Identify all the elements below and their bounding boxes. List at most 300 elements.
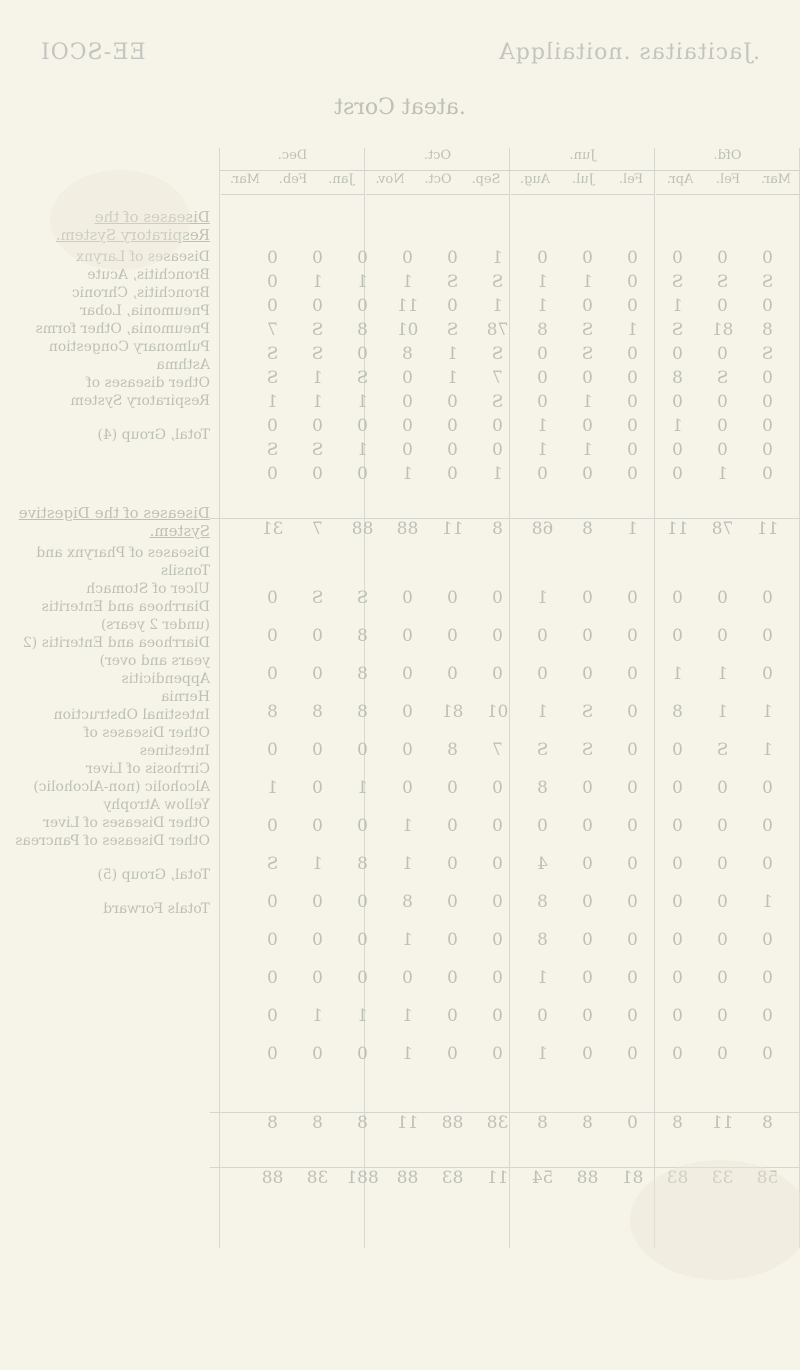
table-cell: 1: [357, 1006, 368, 1026]
table-cell: 0: [312, 626, 323, 646]
table-cell: 0: [717, 1006, 728, 1026]
table-cell: 1: [357, 392, 368, 412]
table-cell: 8: [762, 1113, 773, 1133]
table-cell: 0: [267, 588, 278, 608]
table-cell: 0: [717, 778, 728, 798]
table-cell: 0: [357, 740, 368, 760]
table-cell: 0: [627, 588, 638, 608]
table-cell: 0: [357, 892, 368, 912]
table-row: [210, 296, 800, 320]
table-cell: S: [311, 344, 324, 364]
table-cell: 8: [402, 344, 413, 364]
table-cell: 0: [582, 664, 593, 684]
side-note-line: Asthma: [156, 357, 210, 373]
table-cell: S: [491, 392, 504, 412]
table-cell: 0: [627, 416, 638, 436]
table-cell: 0: [357, 344, 368, 364]
table-cell: 0: [627, 296, 638, 316]
table-cell: 0: [447, 588, 458, 608]
table-cell: 8: [267, 702, 278, 722]
column-sub-header: Jan.: [317, 172, 365, 195]
table-cell: 0: [537, 626, 548, 646]
table-cell: 0: [402, 664, 413, 684]
table-cell: 1: [537, 968, 548, 988]
table-cell: 0: [582, 248, 593, 268]
table-cell: 0: [762, 778, 773, 798]
table-cell: 0: [312, 968, 323, 988]
table-cell: 0: [672, 1044, 683, 1064]
table-cell: 0: [672, 968, 683, 988]
table-cell: 0: [627, 854, 638, 874]
table-cell: 0: [447, 816, 458, 836]
table-cell: 8: [447, 740, 458, 760]
table-cell: 54: [531, 1168, 554, 1188]
column-sub-header: Aug.: [511, 172, 559, 195]
side-note-line: Appendicitis: [121, 671, 210, 687]
table-cell: 0: [627, 664, 638, 684]
table-cell: 1: [582, 440, 593, 460]
table-cell: 11: [441, 519, 464, 539]
table-cell: 0: [582, 892, 593, 912]
table-cell: 0: [672, 854, 683, 874]
column-sub-header: Mar.: [221, 172, 269, 195]
table-cell: 68: [531, 519, 554, 539]
table-row: [210, 702, 800, 726]
table-cell: 0: [402, 368, 413, 388]
table-cell: 0: [627, 464, 638, 484]
table-cell: 0: [672, 930, 683, 950]
table-cell: S: [311, 440, 324, 460]
table-cell: 8: [582, 1113, 593, 1133]
table-cell: 8: [267, 1113, 278, 1133]
column-sub-header: Fel.: [704, 172, 752, 195]
table-cell: 0: [627, 1113, 638, 1133]
table-cell: 1: [672, 296, 683, 316]
table-cell: 0: [762, 854, 773, 874]
respiratory-title: Diseases of the Respiratory System.: [55, 208, 210, 244]
table-cell: 0: [762, 588, 773, 608]
table-cell: 0: [627, 968, 638, 988]
table-cell: 0: [762, 1006, 773, 1026]
table-cell: 0: [492, 664, 503, 684]
table-cell: 1: [537, 588, 548, 608]
page-subtitle: .ateat Corst: [334, 95, 466, 120]
table-cell: 0: [582, 1044, 593, 1064]
table-cell: 0: [762, 368, 773, 388]
table-row: [210, 320, 800, 344]
column-group-header: Oct.: [365, 148, 510, 171]
table-cell: 0: [447, 930, 458, 950]
table-cell: 0: [357, 816, 368, 836]
side-note-line: Hernia: [160, 689, 210, 705]
table-cell: 1: [582, 272, 593, 292]
table-cell: S: [581, 740, 594, 760]
table-cell: 0: [447, 392, 458, 412]
table-row: [210, 1167, 800, 1192]
table-row: [210, 248, 800, 272]
column-sub-header: Fel.: [607, 172, 655, 195]
table-cell: 8: [762, 320, 773, 340]
table-cell: 8: [537, 892, 548, 912]
table-cell: 0: [357, 296, 368, 316]
table-row: [210, 464, 800, 488]
table-cell: 8: [357, 702, 368, 722]
table-cell: 8: [357, 854, 368, 874]
table-cell: 8: [357, 626, 368, 646]
table-cell: 0: [492, 588, 503, 608]
table-cell: 0: [627, 816, 638, 836]
table-cell: S: [446, 320, 459, 340]
table-cell: 0: [627, 930, 638, 950]
table-cell: 0: [627, 892, 638, 912]
table-cell: 8: [537, 320, 548, 340]
table-cell: 1: [402, 854, 413, 874]
table-row: [210, 272, 800, 296]
table-cell: 0: [672, 778, 683, 798]
table-cell: 0: [492, 626, 503, 646]
table-cell: 0: [717, 968, 728, 988]
table-cell: 0: [447, 626, 458, 646]
table-cell: 0: [627, 702, 638, 722]
table-cell: 0: [537, 392, 548, 412]
table-cell: 8: [672, 1113, 683, 1133]
table-cell: 0: [672, 248, 683, 268]
table-cell: 0: [402, 248, 413, 268]
table-cell: 0: [312, 1044, 323, 1064]
table-row: [210, 664, 800, 688]
table-cell: 1: [267, 392, 278, 412]
table-cell: 0: [717, 892, 728, 912]
table-cell: 58: [756, 1168, 779, 1188]
table-cell: 8: [357, 320, 368, 340]
table-cell: 0: [447, 440, 458, 460]
table-cell: S: [716, 740, 729, 760]
table-cell: S: [536, 740, 549, 760]
table-cell: 1: [627, 320, 638, 340]
table-cell: 0: [312, 778, 323, 798]
table-cell: 0: [492, 930, 503, 950]
table-cell: 0: [627, 440, 638, 460]
table-cell: S: [356, 368, 369, 388]
table-cell: 38: [486, 1113, 509, 1133]
table-cell: 0: [537, 464, 548, 484]
table-cell: 0: [762, 392, 773, 412]
table-cell: 0: [267, 968, 278, 988]
table-cell: 0: [267, 664, 278, 684]
table-cell: S: [311, 588, 324, 608]
table-row: [210, 778, 800, 802]
column-sub-header: Mar.: [752, 172, 800, 195]
table-cell: S: [761, 344, 774, 364]
table-cell: S: [671, 272, 684, 292]
table-cell: 8: [582, 519, 593, 539]
table-row: [210, 816, 800, 840]
side-note-line: Ulcer of Stomach: [86, 581, 210, 597]
table-cell: S: [671, 320, 684, 340]
table-cell: 0: [717, 588, 728, 608]
table-cell: 0: [627, 392, 638, 412]
table-cell: 78: [711, 519, 734, 539]
table-cell: 0: [537, 1006, 548, 1026]
table-cell: 1: [402, 1006, 413, 1026]
side-note-line: Alcoholic (non-Alcoholic): [33, 779, 210, 795]
table-cell: 0: [717, 248, 728, 268]
digestive-lines: [10, 544, 210, 850]
table-cell: 11: [711, 1113, 734, 1133]
table-row: [210, 588, 800, 612]
table-row: [210, 440, 800, 464]
table-cell: 0: [492, 778, 503, 798]
table-cell: 1: [537, 296, 548, 316]
column-group-header: Jun.: [510, 148, 655, 171]
side-note-line: Pneumonia, Other forms: [35, 321, 210, 337]
table-cell: 83: [666, 1168, 689, 1188]
table-row: [210, 626, 800, 650]
table-cell: 0: [582, 968, 593, 988]
table-cell: 1: [357, 440, 368, 460]
table-cell: 11: [486, 1168, 509, 1188]
side-note-line: Diarrhoea and Enteritis (under 2 years): [41, 599, 210, 633]
column-sub-header: Oct.: [414, 172, 462, 195]
respiratory-block: [10, 208, 210, 444]
table-cell: 0: [267, 740, 278, 760]
table-cell: 38: [306, 1168, 329, 1188]
table-cell: 0: [492, 416, 503, 436]
table-cell: S: [266, 854, 279, 874]
side-note-line: Intestinal Obstruction: [53, 707, 210, 723]
table-cell: 0: [627, 248, 638, 268]
table-cell: 0: [267, 892, 278, 912]
side-note-line: Other Diseases of Intestines: [84, 725, 210, 759]
table-cell: 11: [396, 1113, 419, 1133]
table-cell: 0: [357, 930, 368, 950]
table-cell: 0: [447, 892, 458, 912]
page-header: [40, 40, 760, 65]
table-cell: 01: [396, 320, 419, 340]
table-cell: 11: [396, 296, 419, 316]
table-cell: 0: [717, 392, 728, 412]
table-cell: 0: [672, 344, 683, 364]
table-cell: 1: [492, 464, 503, 484]
table-cell: 0: [582, 930, 593, 950]
table-cell: 0: [312, 464, 323, 484]
table-cell: 88: [396, 1168, 419, 1188]
table-cell: 0: [492, 1044, 503, 1064]
table-cell: 0: [672, 1006, 683, 1026]
table-cell: 8: [672, 368, 683, 388]
table-cell: 1: [402, 1044, 413, 1064]
table-cell: 88: [261, 1168, 284, 1188]
table-cell: 0: [672, 440, 683, 460]
table-cell: 0: [627, 344, 638, 364]
table-cell: S: [266, 440, 279, 460]
table-cell: S: [311, 320, 324, 340]
table-cell: 1: [267, 778, 278, 798]
table-cell: 1: [717, 702, 728, 722]
side-note-line: Diseases of Pharynx and Tonsils: [36, 545, 210, 579]
table-cell: 4: [537, 854, 548, 874]
table-cell: 0: [717, 626, 728, 646]
table-cell: 0: [672, 392, 683, 412]
table-cell: 81: [621, 1168, 644, 1188]
table-cell: 1: [312, 368, 323, 388]
table-cell: 8: [357, 1113, 368, 1133]
table-cell: 0: [717, 1044, 728, 1064]
table-cell: S: [491, 344, 504, 364]
table-cell: 8: [492, 519, 503, 539]
side-note-line: Diarrhoea and Enteritis (2 years and over): [22, 635, 210, 669]
table-cell: 0: [492, 440, 503, 460]
table-cell: 0: [447, 778, 458, 798]
table-cell: 0: [447, 1044, 458, 1064]
table-cell: 0: [627, 368, 638, 388]
table-row: [210, 854, 800, 878]
table-row: [210, 930, 800, 954]
table-row: [210, 892, 800, 916]
table-cell: 1: [627, 519, 638, 539]
table-cell: 0: [537, 816, 548, 836]
table-cell: 1: [402, 464, 413, 484]
side-note-line: Other diseases of Respiratory System: [70, 375, 210, 409]
table-cell: 0: [312, 892, 323, 912]
table-cell: 1: [762, 892, 773, 912]
table-cell: 1: [717, 464, 728, 484]
table-cell: 0: [267, 930, 278, 950]
header-left-text: .Jacitaitas .noitailqqA: [497, 40, 760, 65]
side-notes: [10, 148, 210, 918]
table-cell: 0: [762, 664, 773, 684]
table-cell: 1: [447, 368, 458, 388]
table-cell: 1: [762, 740, 773, 760]
totals-forward: Totals Forward: [103, 901, 210, 917]
table-cell: 1: [537, 416, 548, 436]
table-cell: 0: [267, 1044, 278, 1064]
table-cell: 8: [402, 892, 413, 912]
column-sub-header: Sep.: [462, 172, 510, 195]
table-cell: 0: [447, 296, 458, 316]
table-cell: 0: [357, 416, 368, 436]
table-cell: 0: [492, 892, 503, 912]
side-note-line: Diseases of Larynx: [76, 249, 210, 265]
table-cell: 8: [312, 1113, 323, 1133]
table-cell: 0: [762, 626, 773, 646]
side-note-line: Pulmonary Congestion: [48, 339, 210, 355]
table-row: [210, 368, 800, 392]
table-cell: 0: [267, 296, 278, 316]
table-cell: 0: [447, 968, 458, 988]
table-cell: 0: [402, 588, 413, 608]
table-cell: 0: [402, 626, 413, 646]
table-cell: 0: [312, 930, 323, 950]
side-note-line: Other Diseases of Liver: [43, 815, 210, 831]
table-cell: 0: [582, 416, 593, 436]
table-cell: 1: [717, 664, 728, 684]
table-cell: 0: [582, 778, 593, 798]
table-row: [210, 1112, 800, 1137]
table-cell: 1: [762, 702, 773, 722]
table-cell: 88: [441, 1113, 464, 1133]
table-cell: 81: [711, 320, 734, 340]
table-cell: 1: [312, 854, 323, 874]
table-cell: S: [716, 368, 729, 388]
table-cell: 0: [537, 248, 548, 268]
table-cell: 0: [582, 626, 593, 646]
table-cell: 0: [447, 248, 458, 268]
table-cell: 0: [267, 248, 278, 268]
table-cell: 1: [447, 344, 458, 364]
table-cell: 8: [537, 1113, 548, 1133]
table-cell: 0: [582, 1006, 593, 1026]
table-cell: 0: [402, 968, 413, 988]
table-cell: 0: [672, 626, 683, 646]
table-cell: 8: [312, 702, 323, 722]
table-cell: 1: [672, 416, 683, 436]
table-cell: 8: [357, 664, 368, 684]
table-cell: S: [581, 320, 594, 340]
table-cell: 0: [447, 664, 458, 684]
table-row: [210, 344, 800, 368]
table-cell: S: [716, 272, 729, 292]
table-cell: 0: [267, 1006, 278, 1026]
table-row: [210, 1044, 800, 1068]
table-cell: 0: [762, 930, 773, 950]
side-note-line: Pneumonia, Lobar: [80, 303, 210, 319]
column-sub-header: Nov.: [366, 172, 414, 195]
table-cell: 0: [762, 416, 773, 436]
table-cell: S: [266, 344, 279, 364]
table-cell: 1: [357, 778, 368, 798]
table-cell: 0: [492, 968, 503, 988]
table-cell: 0: [762, 440, 773, 460]
table-cell: 0: [717, 930, 728, 950]
table-cell: 88: [576, 1168, 599, 1188]
table-cell: 0: [402, 702, 413, 722]
table-cell: 01: [486, 702, 509, 722]
table-row: [210, 392, 800, 416]
table-cell: 0: [312, 248, 323, 268]
table-cell: 0: [537, 368, 548, 388]
table-cell: 0: [627, 626, 638, 646]
table-row: [210, 518, 800, 543]
table-cell: 88: [396, 519, 419, 539]
table-cell: 1: [672, 664, 683, 684]
table-row: [210, 968, 800, 992]
table-cell: 0: [627, 1006, 638, 1026]
table-cell: 1: [312, 1006, 323, 1026]
table-cell: 1: [312, 392, 323, 412]
table-cell: 0: [312, 664, 323, 684]
table-cell: 0: [582, 368, 593, 388]
table-cell: 0: [312, 740, 323, 760]
table-cell: 0: [537, 664, 548, 684]
table-cell: 0: [717, 296, 728, 316]
table-cell: 0: [312, 416, 323, 436]
table-cell: 1: [537, 1044, 548, 1064]
table-cell: 8: [672, 702, 683, 722]
table-cell: 0: [402, 416, 413, 436]
table-cell: 0: [582, 816, 593, 836]
table-cell: 0: [762, 296, 773, 316]
table-cell: 11: [666, 519, 689, 539]
side-note-line: Yellow Atrophy: [103, 797, 210, 813]
table-cell: 1: [537, 702, 548, 722]
table-cell: 0: [267, 272, 278, 292]
table-cell: 0: [672, 892, 683, 912]
table-cell: S: [446, 272, 459, 292]
table-cell: 11: [756, 519, 779, 539]
table-cell: 8: [537, 778, 548, 798]
table-cell: 0: [762, 464, 773, 484]
